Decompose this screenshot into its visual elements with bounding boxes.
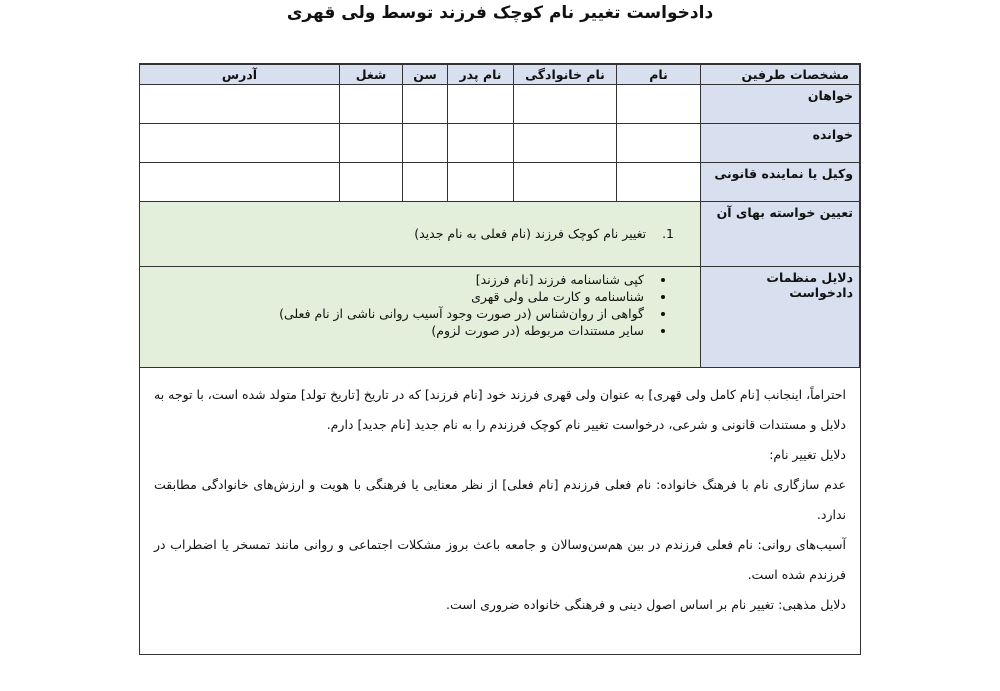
parties-table <box>139 64 860 368</box>
request-item-text: تغییر نام کوچک فرزند (نام فعلی به نام جدید) <box>414 226 647 241</box>
cell-attorney-last-name[interactable] <box>514 163 617 202</box>
cell-attorney-first-name[interactable] <box>617 163 701 202</box>
header-last-name: نام خانوادگی <box>514 65 617 85</box>
cell-attorney-job[interactable] <box>340 163 403 202</box>
body-paragraph-religious: دلایل مذهبی: تغییر نام بر اساس اصول دینی و فرهنگی خانواده ضروری است. <box>445 597 846 612</box>
evidence-list <box>140 267 700 339</box>
request-content <box>140 202 701 267</box>
cell-plaintiff-job[interactable] <box>340 85 403 124</box>
row-label-evidence: دلایل منظمات دادخواست <box>701 267 860 368</box>
cell-attorney-address[interactable] <box>140 163 340 202</box>
header-address: آدرس <box>140 65 340 85</box>
list-item: • سایر مستندات مربوطه (در صورت لزوم) <box>140 322 650 339</box>
cell-attorney-age[interactable] <box>403 163 448 202</box>
header-age: سن <box>403 65 448 85</box>
evidence-row <box>140 267 860 368</box>
cell-plaintiff-first-name[interactable] <box>617 85 701 124</box>
cell-plaintiff-address[interactable] <box>140 85 340 124</box>
table-header-row <box>140 65 860 85</box>
row-label-plaintiff: خواهان <box>701 85 860 124</box>
cell-defendant-address[interactable] <box>140 124 340 163</box>
list-item: • گواهی از روان‌شناس (در صورت وجود آسیب روانی ناشی از نام فعلی) <box>140 305 650 322</box>
header-parties: مشخصات طرفین <box>701 65 860 85</box>
request-row <box>140 202 860 267</box>
cell-defendant-job[interactable] <box>340 124 403 163</box>
body-paragraph-cultural: عدم سازگاری نام با فرهنگ خانواده: نام فعلی فرزندم [نام فعلی] از نظر معنایی یا فرهنگی با هویت و ارزش‌های خانوادگی مطابقت ندارد. <box>154 477 846 522</box>
list-item: • شناسنامه و کارت ملی ولی قهری <box>140 288 650 305</box>
page-title: دادخواست تغییر نام کوچک فرزند توسط ولی قهری <box>286 3 714 23</box>
cell-plaintiff-father-name[interactable] <box>448 85 514 124</box>
list-item: • کپی شناسنامه فرزند [نام فرزند] <box>140 271 650 288</box>
cell-attorney-father-name[interactable] <box>448 163 514 202</box>
header-job: شغل <box>340 65 403 85</box>
petition-form <box>139 63 861 655</box>
cell-defendant-first-name[interactable] <box>617 124 701 163</box>
cell-defendant-age[interactable] <box>403 124 448 163</box>
body-paragraph-psychological: آسیب‌های روانی: نام فعلی فرزندم در بین هم‌سن‌وسالان و جامعه باعث بروز مشکلات اجتماعی و روانی مانند تمسخر یا اضطراب در فرزندم شده است. <box>154 537 846 582</box>
header-father-name: نام پدر <box>448 65 514 85</box>
cell-defendant-last-name[interactable] <box>514 124 617 163</box>
petition-body <box>140 356 860 620</box>
row-label-defendant: خوانده <box>701 124 860 163</box>
request-item <box>140 202 700 243</box>
body-paragraph-intro: احتراماً، اینجانب [نام کامل ولی قهری] به عنوان ولی قهری فرزند خود [نام فرزند] که در تاریخ [تاریخ تولد] متولد شده است، با توجه به دلایل و مستندات قانونی و شرعی، درخواست تغییر نام کوچک فرزندم را به نام جدید [نام جدید] دارم. <box>154 387 846 432</box>
header-first-name: نام <box>617 65 701 85</box>
row-label-attorney: وکیل یا نماینده قانونی <box>701 163 860 202</box>
cell-plaintiff-age[interactable] <box>403 85 448 124</box>
body-paragraph-reasons-heading: دلایل تغییر نام: <box>769 447 846 462</box>
table-row <box>140 124 860 163</box>
row-label-request: تعیین خواسته بهای آن <box>701 202 860 267</box>
table-row <box>140 163 860 202</box>
table-row <box>140 85 860 124</box>
cell-defendant-father-name[interactable] <box>448 124 514 163</box>
cell-plaintiff-last-name[interactable] <box>514 85 617 124</box>
request-item-number: 1. <box>662 226 674 241</box>
evidence-content <box>140 267 701 368</box>
